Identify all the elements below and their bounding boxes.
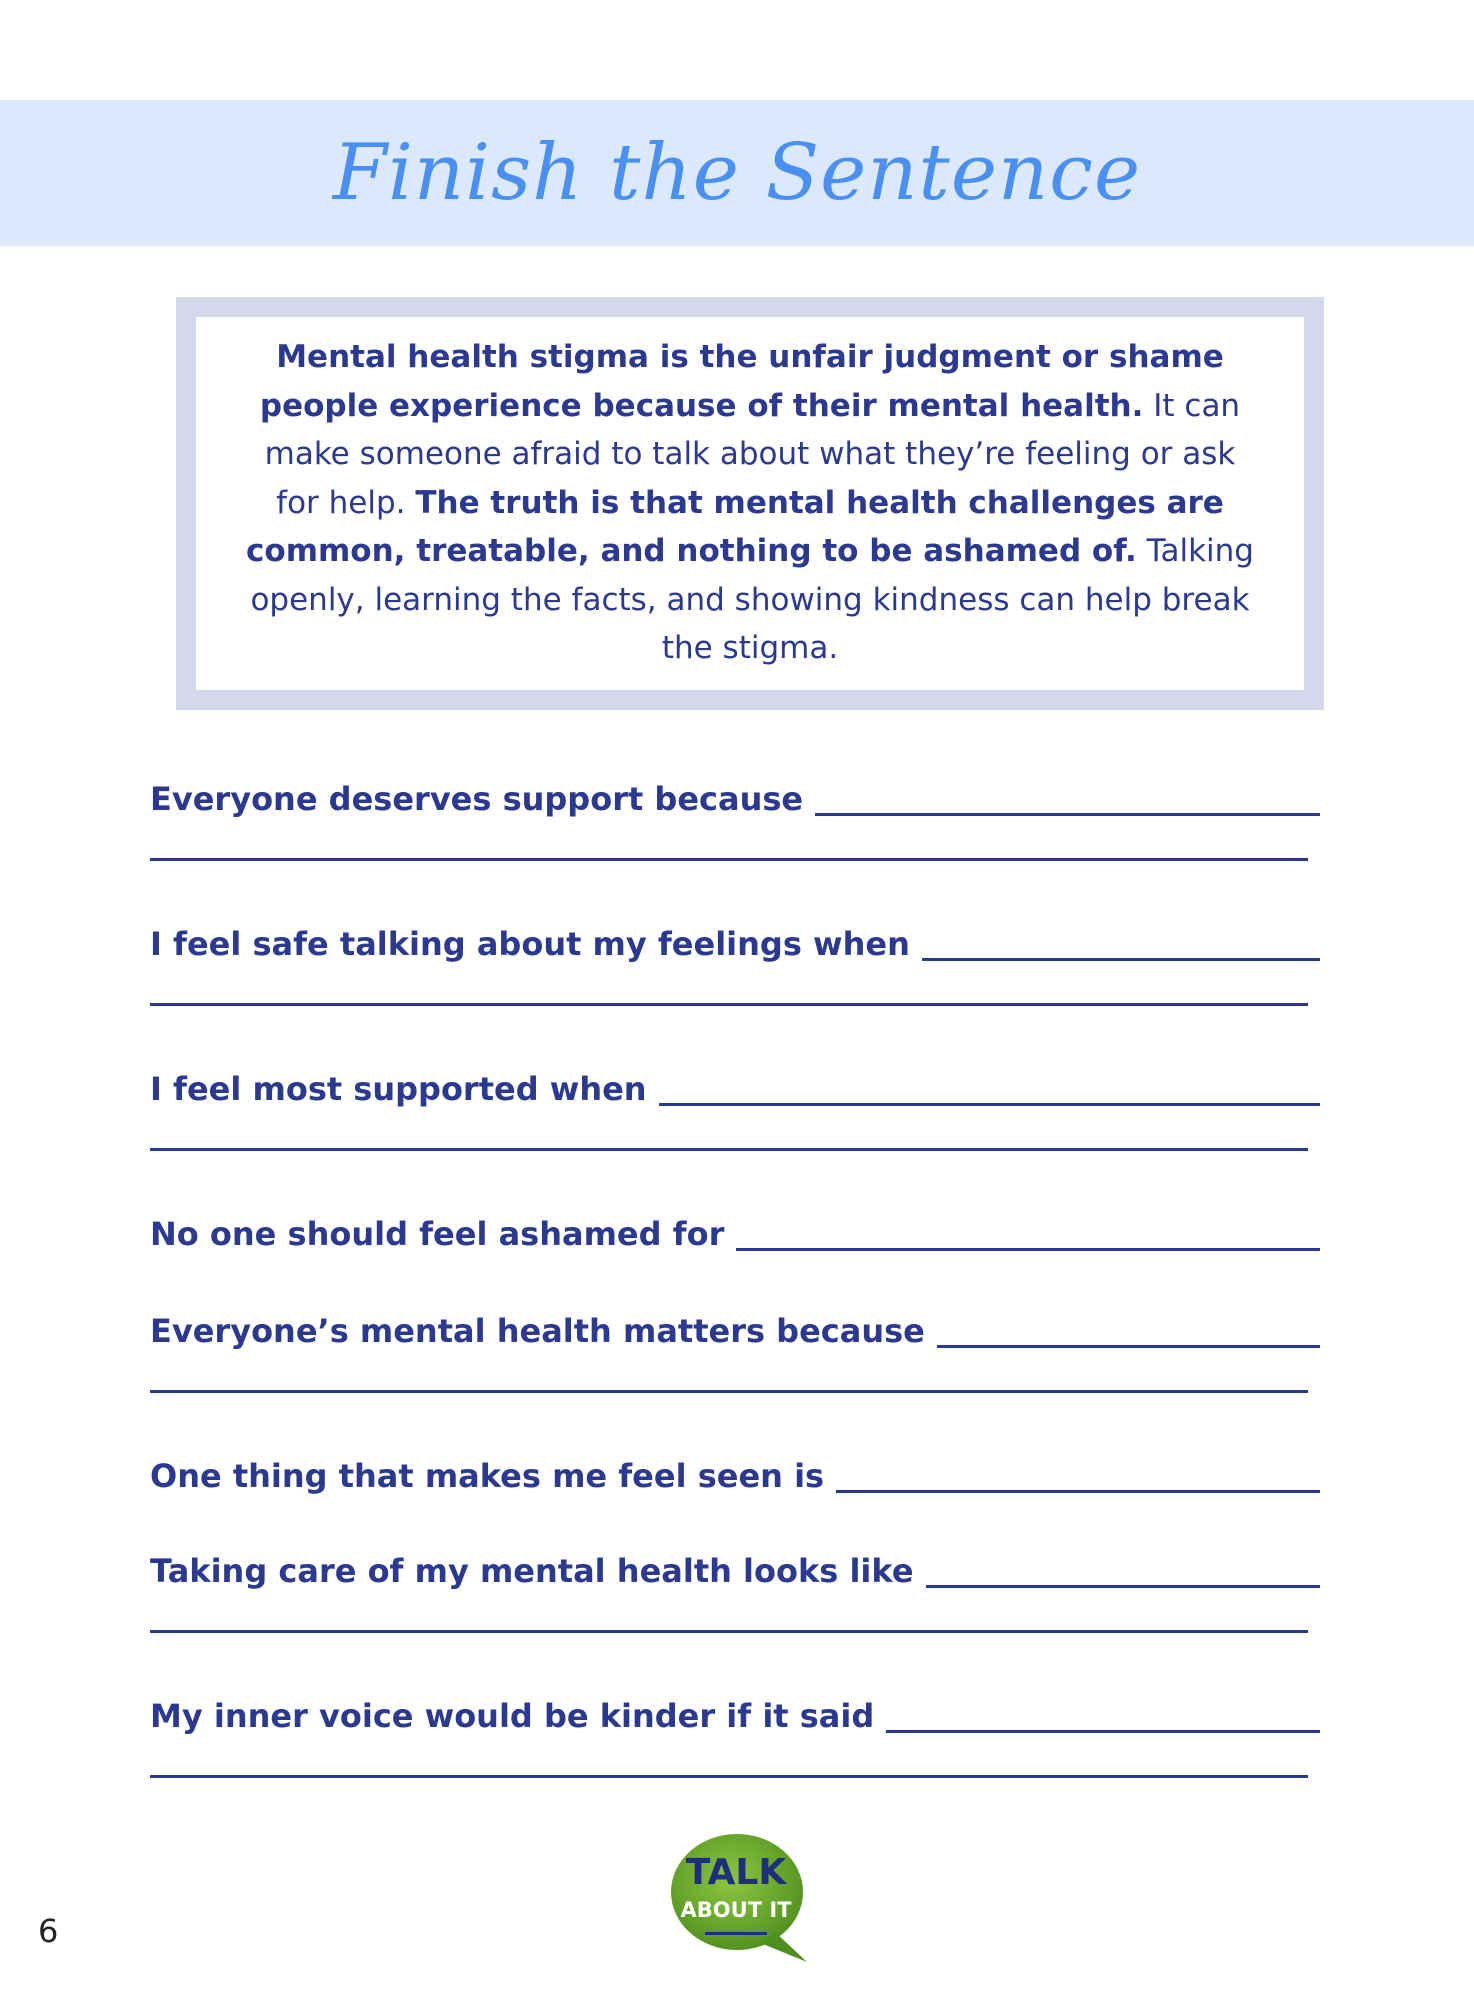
answer-line-continuation[interactable] <box>150 1390 1308 1393</box>
answer-line-continuation[interactable] <box>150 1003 1308 1006</box>
page-title: Finish the Sentence <box>332 128 1142 218</box>
answer-line[interactable] <box>922 958 1320 961</box>
answer-line-continuation[interactable] <box>150 1630 1308 1633</box>
title-banner <box>0 100 1474 246</box>
answer-line-continuation[interactable] <box>150 1148 1308 1151</box>
logo-underline <box>705 1932 767 1935</box>
answer-line[interactable] <box>659 1103 1320 1106</box>
answer-line[interactable] <box>937 1345 1320 1348</box>
prompt-feel-seen[interactable] <box>150 1451 1320 1499</box>
prompt-feel-safe-talking[interactable] <box>150 919 1320 967</box>
info-text-2: Talking openly, learning the facts, and showing kindness can help break the stigma. <box>250 533 1254 666</box>
prompt-taking-care[interactable] <box>150 1546 1320 1594</box>
answer-line-continuation[interactable] <box>150 858 1308 861</box>
info-box-frame <box>176 297 1324 710</box>
talk-about-it-logo <box>667 1832 811 1964</box>
logo-talk-text: TALK <box>685 1852 787 1893</box>
answer-line[interactable] <box>836 1490 1320 1493</box>
prompt-text: Everyone deserves support because <box>150 780 804 818</box>
prompt-mental-health-matters[interactable] <box>150 1306 1320 1354</box>
info-bold-1: Mental health stigma is the unfair judgment or shame people experience because of their mental health. <box>259 339 1224 424</box>
prompt-text: I feel most supported when <box>150 1070 647 1108</box>
answer-line[interactable] <box>926 1585 1320 1588</box>
info-text-1: It can make someone afraid to talk about what they’re feeling or ask for help. <box>264 387 1241 521</box>
answer-line[interactable] <box>736 1248 1320 1251</box>
answer-line-continuation[interactable] <box>150 1775 1308 1778</box>
answer-line[interactable] <box>886 1730 1320 1733</box>
prompt-inner-voice[interactable] <box>150 1691 1320 1739</box>
prompt-text: My inner voice would be kinder if it said <box>150 1697 875 1735</box>
info-box <box>196 317 1304 690</box>
page-number: 6 <box>38 1912 59 1950</box>
prompt-text: No one should feel ashamed for <box>150 1215 725 1253</box>
prompt-text: Everyone’s mental health matters because <box>150 1312 925 1350</box>
prompt-everyone-deserves-support[interactable] <box>150 774 1320 822</box>
logo-about-text: ABOUT IT <box>680 1898 792 1922</box>
prompt-text: I feel safe talking about my feelings when <box>150 925 910 963</box>
info-bold-2: The truth is that mental health challenges are common, treatable, and nothing to be ashamed of. <box>246 484 1224 569</box>
answer-line[interactable] <box>815 813 1320 816</box>
prompt-no-one-ashamed[interactable] <box>150 1209 1320 1257</box>
prompt-text: One thing that makes me feel seen is <box>150 1457 825 1495</box>
prompt-feel-most-supported[interactable] <box>150 1064 1320 1112</box>
prompt-text: Taking care of my mental health looks like <box>150 1552 914 1590</box>
